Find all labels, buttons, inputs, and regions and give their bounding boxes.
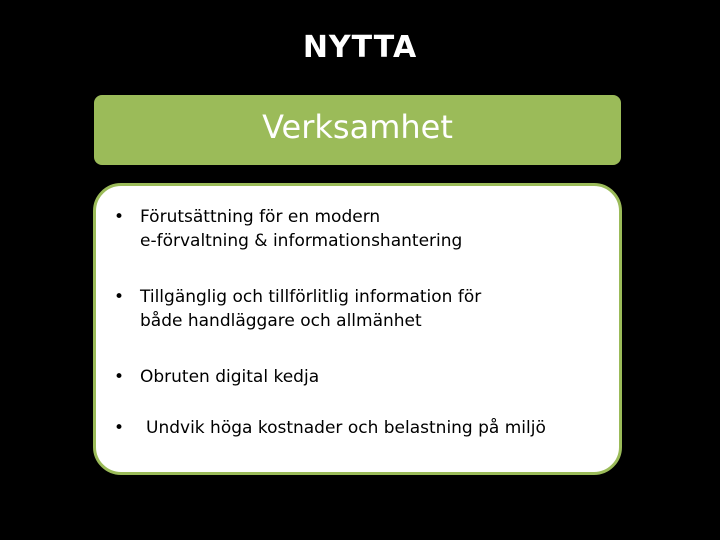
bullet-line: Förutsättning för en modern	[140, 207, 381, 227]
bullet-dot-icon: •	[114, 287, 125, 307]
bullet-dot-icon: •	[114, 367, 125, 387]
bullet-text	[114, 205, 604, 253]
content-box	[93, 183, 622, 475]
bullet-dot-icon: •	[114, 207, 125, 227]
bullet-line: både handläggare och allmänhet	[140, 311, 422, 331]
bullet-dot-icon: •	[114, 418, 125, 438]
bullet-text	[114, 365, 604, 389]
bullet-item	[114, 365, 604, 389]
slide-title: NYTTA	[302, 30, 418, 65]
bullet-item	[114, 205, 604, 253]
bullet-text	[114, 285, 604, 333]
bullet-text	[114, 416, 604, 440]
bullet-line: Tillgänglig och tillförlitlig information för	[140, 287, 482, 307]
bullet-item	[114, 285, 604, 333]
section-header-box	[94, 95, 621, 165]
bullet-line: e-förvaltning & informationshantering	[140, 231, 463, 251]
section-header-text: Verksamhet	[262, 108, 453, 146]
bullet-line: Obruten digital kedja	[140, 367, 320, 387]
bullet-item	[114, 416, 604, 440]
bullet-line: Undvik höga kostnader och belastning på miljö	[146, 418, 546, 438]
